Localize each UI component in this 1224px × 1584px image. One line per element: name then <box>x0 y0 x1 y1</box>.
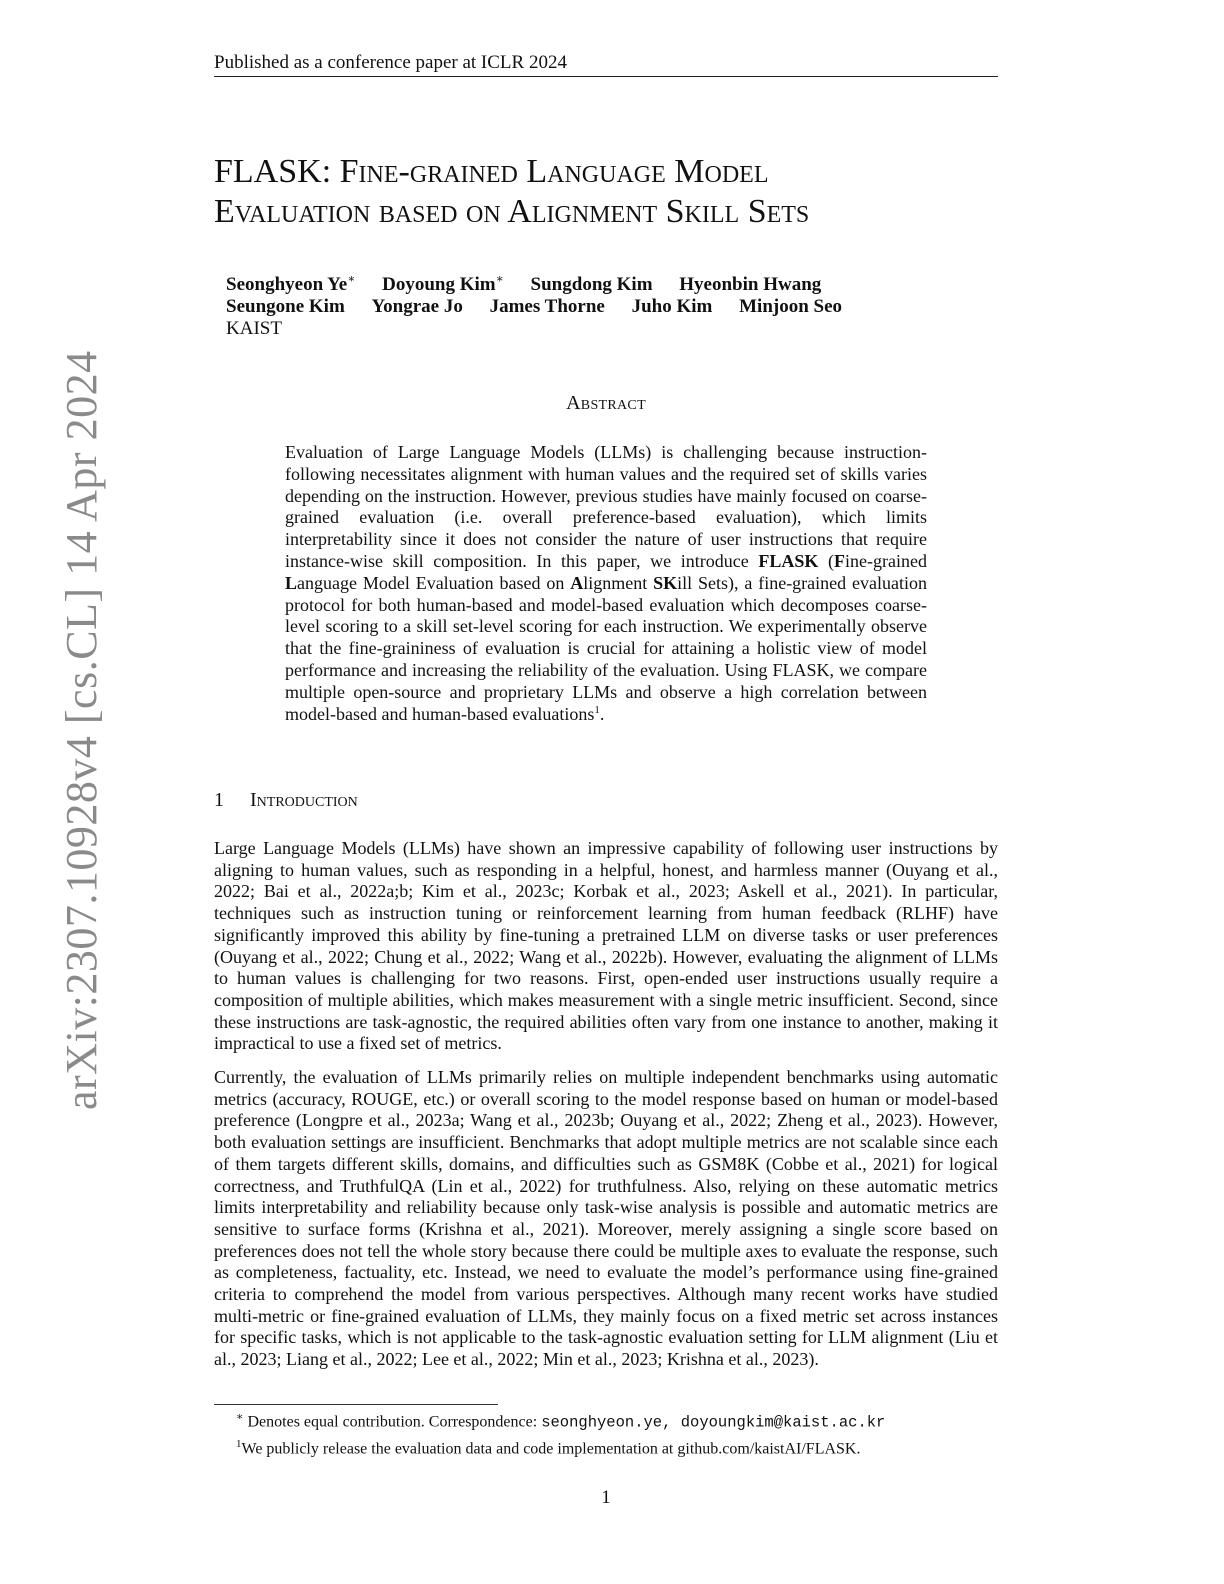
author-name: Doyoung Kim∗ <box>382 272 504 296</box>
intro-paragraph-1: Large Language Models (LLMs) have shown an impressive capability of following user instructions by aligning to human values, such as responding in a helpful, honest, and harmless manner (Ouyang et al., 2022; Bai et al., 2022a;b; Kim et al., 2023c; Korbak et al., 2023; Askell et al., 2021). In particular, techniques such as instruction tuning or reinforcement learning from human feedback (RLHF) have significantly improved this ability by fine-tuning a pretrained LLM on diverse tasks or user preferences (Ouyang et al., 2022; Chung et al., 2022; Wang et al., 2022b). However, evaluating the alignment of LLMs to human values is challenging for two reasons. First, open-ended user instructions usually require a composition of multiple abilities, which makes measurement with a single metric insufficient. Second, since these instructions are task-agnostic, the required abilities often vary from one instance to another, making it impractical to use a fixed set of metrics. <box>214 838 998 1054</box>
flask-name: FLASK <box>758 550 819 571</box>
footnote-divider <box>214 1404 498 1405</box>
author-affiliation: KAIST <box>226 318 282 340</box>
author-name: Sungdong Kim <box>530 274 653 296</box>
title-line-2: Evaluation based on Alignment Skill Sets <box>214 193 810 230</box>
footnote-ref[interactable]: 1 <box>594 703 600 716</box>
author-row-1 <box>226 268 986 296</box>
running-header: Published as a conference paper at ICLR 2024 <box>214 52 998 77</box>
intro-paragraph-2: Currently, the evaluation of LLMs primarily relies on multiple independent benchmarks using automatic metrics (accuracy, ROUGE, etc.) or overall scoring to the model response based on human or model-based preference (Longpre et al., 2023a; Wang et al., 2023b; Ouyang et al., 2022; Zheng et al., 2023). However, both evaluation settings are insufficient. Benchmarks that adopt multiple metrics are not scalable since each of them targets different skills, domains, and difficulties such as GSM8K (Cobbe et al., 2021) for logical correctness, and TruthfulQA (Lin et al., 2022) for truthfulness. Also, relying on these automatic metrics limits interpretability and reliability because only task-wise analysis is possible and automatic metrics are sensitive to surface forms (Krishna et al., 2021). Moreover, merely assigning a single score based on preferences does not tell the whole story because there could be multiple axes to evaluate the response, such as completeness, factuality, etc. Instead, we need to evaluate the model’s performance using fine-grained criteria to comprehend the model from various perspectives. Although many recent works have studied multi-metric or fine-grained evaluation of LLMs, they mainly focus on a fixed metric set across instances for specific tasks, which is not applicable to the task-agnostic evaluation setting for LLM alignment (Liu et al., 2023; Liang et al., 2022; Lee et al., 2022; Min et al., 2023; Krishna et al., 2023). <box>214 1067 998 1370</box>
page-number: 1 <box>601 1487 611 1508</box>
abstract-heading: Abstract <box>566 392 646 414</box>
author-name: Hyeonbin Hwang <box>679 274 822 296</box>
abstract-text: Evaluation of Large Language Models (LLMs) is challenging because instruction-following necessitates alignment with human values and the required set of skills varies depending on the instruction. However, previous studies have mainly focused on coarse-grained evaluation (i.e. overall preference-based evaluation), which limits interpretability since it does not consider the nature of user instructions that require instance-wise skill composition. In this paper, we introduce FLASK (Fine-grained Language Model Evaluation based on Alignment SKill Sets), a fine-grained evaluation protocol for both human-based and model-based evaluation which decomposes coarse-level scoring to a skill set-level scoring for each instruction. We experimentally observe that the fine-graininess of evaluation is crucial for attaining a holistic view of model performance and increasing the reliability of the evaluation. Using FLASK, we compare multiple open-source and proprietary LLMs and observe a high correlation between model-based and human-based evaluations$^1$. <box>285 442 928 724</box>
arxiv-identifier-stamp[interactable]: arXiv:2307.10928v4 [cs.CL] 14 Apr 2024 <box>57 350 106 1110</box>
section-heading-introduction <box>214 789 998 812</box>
footnote-code-release: $^1$We publicly release the evaluation data and code implementation at github.com/kaistAI/FLASK. <box>236 1438 861 1458</box>
author-name: James Thorne <box>489 296 605 318</box>
author-name: Juho Kim <box>631 296 713 318</box>
author-block <box>226 268 986 340</box>
footnote-equal-contribution: ∗ Denotes equal contribution. Correspondence: seonghyeon.ye, doyoungkim@kaist.ac.kr <box>236 1411 886 1432</box>
author-name: Seungone Kim <box>226 296 345 318</box>
author-name: Minjoon Seo <box>739 296 843 318</box>
author-name: Yongrae Jo <box>371 296 463 318</box>
author-row-2 <box>226 296 986 318</box>
author-name: Seonghyeon Ye∗ <box>226 272 356 296</box>
section-number: 1 <box>214 789 224 811</box>
paper-title <box>214 152 1014 232</box>
correspondence-emails[interactable]: seonghyeon.ye, doyoungkim@kaist.ac.kr <box>541 1413 886 1432</box>
title-line-1: FLASK: Fine-grained Language Model <box>214 153 769 190</box>
footnotes <box>214 1406 998 1461</box>
section-title: Introduction <box>250 789 358 811</box>
